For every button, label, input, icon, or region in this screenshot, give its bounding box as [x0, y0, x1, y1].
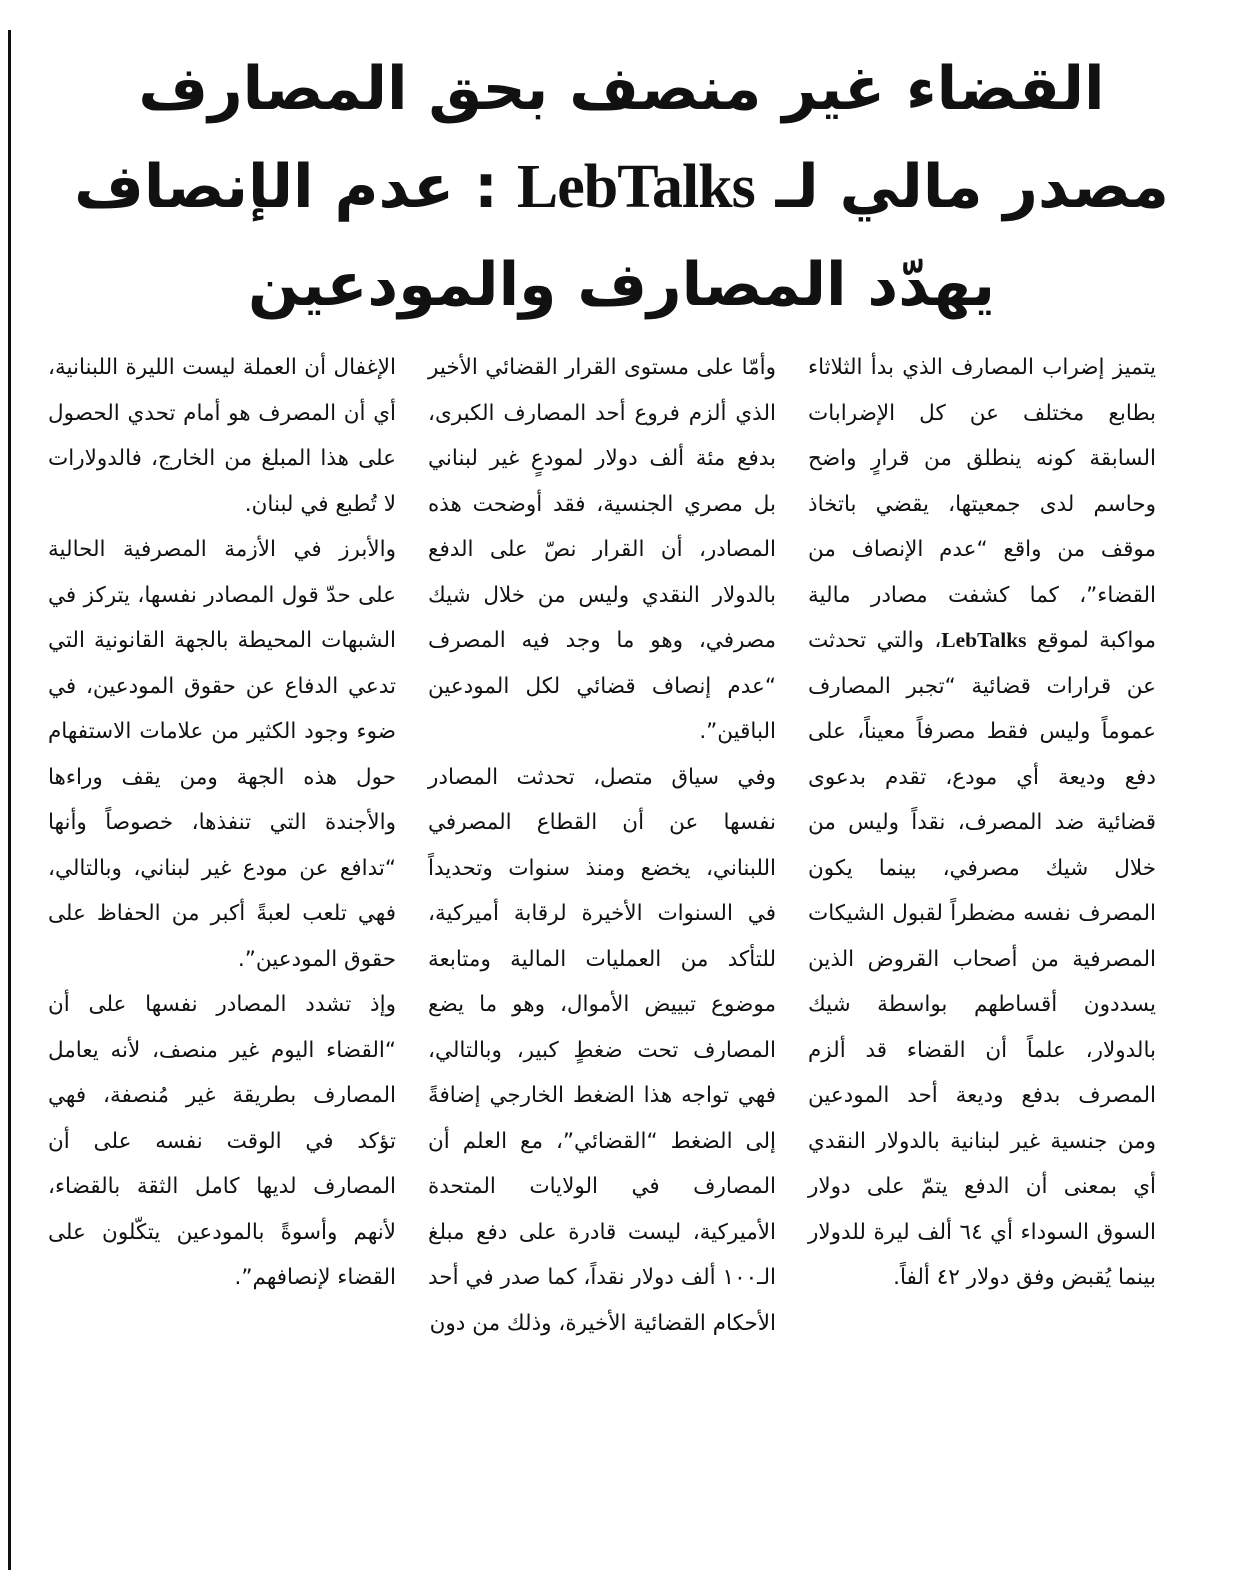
column-3-paragraph-3: وإذ تشدد المصادر نفسها على أن “القضاء اليوم غير منصف، لأنه يعامل المصارف بطريقة غير مُنصفة، فهي تؤكد في الوقت نفسه على أن المصارف لديها كامل الثقة بالقضاء، لأنهم وأسوةً بالمودعين يتكّلون على القضاء لإنصافهم”. — [48, 992, 396, 1290]
column-2-paragraph-2: وفي سياق متصل، تحدثت المصادر نفسها عن أن القطاع المصرفي اللبناني، يخضع ومنذ سنوات وتحديداً في السنوات الأخيرة لرقابة أميركية، للتأكد من العمليات المالية ومتابعة موضوع تبييض الأموال، وهو ما يضع المصارف تحت ضغطٍ كبير، وبالتالي، فهي تواجه هذا الضغط الخارجي إضافةً إلى الضغط “القضائي”، مع العلم أن المصارف في الولايات المتحدة الأميركية، ليست قادرة على دفع مبلغ الـ١٠٠ ألف دولار نقداً، كما صدر في أحد الأحكام القضائية الأخيرة، وذلك من دون — [428, 764, 776, 1336]
article-column-1 — [808, 345, 1156, 1301]
headline-line-1: القضاء غير منصف بحق المصارف — [138, 54, 1105, 124]
column-3-paragraph-2: والأبرز في الأزمة المصرفية الحالية على حدّ قول المصادر نفسها، يتركز في الشبهات المحيطة بالجهة القانونية التي تدعي الدفاع عن حقوق المودعين، في ضوء وجود الكثير من علامات الاستفهام حول هذه الجهة ومن يقف وراءها والأجندة التي تنفذها، خصوصاً وأنها “تدافع عن مودع غير لبناني، وبالتالي، فهي تلعب لعبةً أكبر من الحفاظ على حقوق المودعين”. — [48, 537, 396, 972]
headline — [40, 40, 1203, 334]
headline-line-2 — [40, 138, 1203, 236]
left-column-rule — [8, 30, 11, 1570]
column-1-paragraph-1 — [808, 345, 1156, 1301]
headline-line-2-after: : عدم الإنصاف — [74, 152, 498, 222]
headline-line-3: يهدّد المصارف والمودعين — [247, 250, 996, 320]
article-column-3 — [48, 345, 396, 1301]
headline-brand: LebTalks — [516, 153, 755, 221]
column-1-text-before-brand: يتميز إضراب المصارف الذي بدأ الثلاثاء بطابع مختلف عن كل الإضرابات السابقة كونه ينطلق من قرارٍ واضح وحاسم لدى جمعيتها، يقضي باتخاذ موقف من واقع “عدم الإنصاف من القضاء”، كما كشفت مصادر مالية مواكبة لموقع — [808, 355, 1156, 653]
column-1-brand: LebTalks — [941, 628, 1027, 652]
column-3-paragraph-1: الإغفال أن العملة ليست الليرة اللبنانية، أي أن المصرف هو أمام تحدي الحصول على هذا المبلغ من الخارج، فالدولارات لا تُطبع في لبنان. — [48, 355, 396, 517]
column-2-paragraph-1: وأمّا على مستوى القرار القضائي الأخير الذي ألزم فروع أحد المصارف الكبرى، بدفع مئة ألف دولار لمودعٍ غير لبناني بل مصري الجنسية، فقد أوضحت هذه المصادر، أن القرار نصّ على الدفع بالدولار النقدي وليس من خلال شيك مصرفي، وهو ما وجد فيه المصرف “عدم إنصاف قضائي لكل المودعين الباقين”. — [428, 355, 776, 744]
column-1-text-after-brand: ، والتي تحدثت عن قرارات قضائية “تجبر المصارف عموماً وليس فقط مصرفاً معيناً، على دفع وديعة أي مودع، تقدم بدعوى قضائية ضد المصرف، نقداً وليس من خلال شيك مصرفي، بينما يكون المصرف نفسه مضطراً لقبول الشيكات المصرفية من أصحاب القروض الذين يسددون أقساطهم بواسطة شيك بالدولار، علماً أن القضاء قد ألزم المصرف بدفع وديعة أحد المودعين ومن جنسية غير لبنانية بالدولار النقدي أي بمعنى أن الدفع يتمّ على دولار السوق السوداء أي ٦٤ ألف ليرة للدولار بينما يُقبض وفق دولار ٤٢ ألفاً. — [808, 628, 1156, 1290]
headline-line-2-before: مصدر مالي لـ — [775, 152, 1169, 222]
article-column-2 — [428, 345, 776, 1346]
